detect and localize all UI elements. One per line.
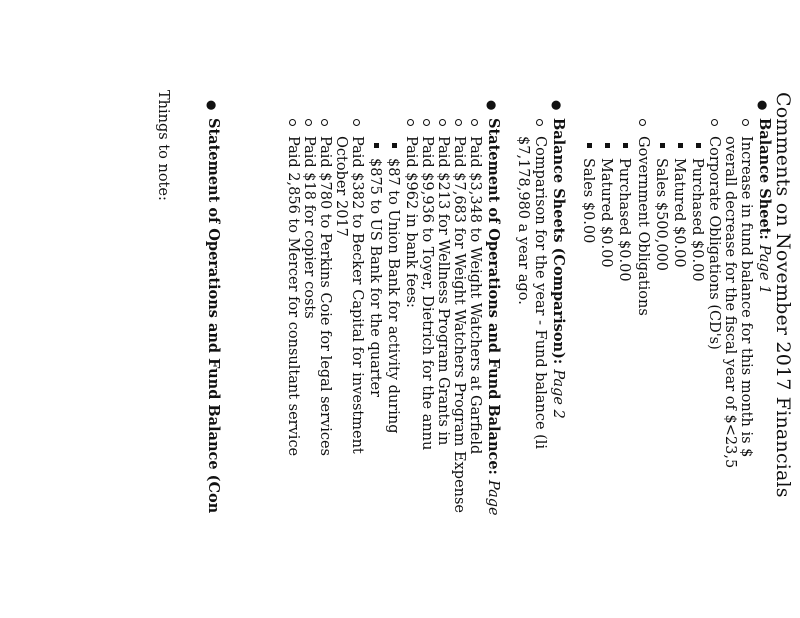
- balance-sheet-item: Corporate Obligations (CD's): [706, 136, 722, 350]
- operations-line: Paid $7,683 for Weight Watchers Program Expense: [451, 136, 467, 514]
- square-bullet-icon: [623, 143, 628, 148]
- circle-bullet-icon: [536, 119, 543, 126]
- circle-bullet-icon: [455, 119, 462, 126]
- comparison-line: $7,178,980 a year ago.: [515, 136, 531, 305]
- circle-bullet-icon: [439, 119, 446, 126]
- circle-bullet-icon: [423, 119, 430, 126]
- corporate-item: Matured $0.00: [671, 158, 687, 268]
- balance-sheet-item: Increase in fund balance for this month is $: [738, 136, 754, 458]
- government-item: Matured $0.00: [598, 158, 614, 268]
- operations-line: Paid $962 in bank fees:: [403, 136, 419, 308]
- bank-fee-item: $87 to Union Bank for activity during: [385, 158, 401, 434]
- things-to-note: Things to note:: [155, 90, 171, 201]
- circle-bullet-icon: [305, 119, 312, 126]
- circle-bullet-icon: [471, 119, 478, 126]
- comparison-label: Balance Sheets (Comparison):: [550, 118, 567, 365]
- operations-line: Paid $213 for Wellness Program Grants in: [435, 136, 451, 446]
- operations-line: Paid $3,348 to Weight Watchers at Garfield: [467, 136, 483, 455]
- operations-line: Paid $18 for copier costs: [301, 136, 317, 319]
- comparison-page: Page 2: [550, 369, 566, 419]
- square-bullet-icon: [392, 143, 397, 148]
- bank-fee-item: $875 to US Bank for the quarter: [367, 158, 383, 398]
- circle-bullet-icon: [639, 119, 646, 126]
- square-bullet-icon: [605, 143, 610, 148]
- operations-line: Paid 2,856 to Mercer for consultant service: [285, 136, 301, 457]
- balance-sheet-label: Balance Sheet:: [756, 118, 773, 240]
- balance-sheet-page: Page 1: [756, 244, 772, 295]
- circle-bullet-icon: [407, 119, 414, 126]
- comparison-heading: [550, 118, 566, 419]
- corporate-item: Purchased $0.00: [689, 158, 705, 282]
- government-item: Sales $0.00: [580, 158, 596, 244]
- circle-bullet-icon: [353, 119, 360, 126]
- square-bullet-icon: [696, 143, 701, 148]
- statement-continued-heading: Statement of Operations and Fund Balance (Con: [205, 118, 222, 514]
- balance-sheet-item: overall decrease for the fiscal year of $<23,5: [722, 136, 738, 469]
- corporate-item: Sales $500,000: [653, 158, 669, 272]
- comparison-line: Comparison for the year - Fund balance (li: [532, 136, 548, 450]
- circle-bullet-icon: [321, 119, 328, 126]
- bullet-icon: ●: [205, 100, 219, 111]
- square-bullet-icon: [678, 143, 683, 148]
- square-bullet-icon: [374, 143, 379, 148]
- government-item: Purchased $0.00: [616, 158, 632, 282]
- operations-label: Statement of Operations and Fund Balance:: [485, 118, 502, 475]
- balance-sheet-heading: [756, 118, 772, 294]
- circle-bullet-icon: [711, 119, 718, 126]
- operations-line: Paid $780 to Perkins Coie for legal services: [317, 136, 333, 456]
- page-title: Comments on November 2017 Financials: [772, 92, 794, 498]
- square-bullet-icon: [660, 143, 665, 148]
- operations-line: Paid $9,936 to Toyer, Dietrich for the annu: [419, 136, 435, 451]
- operations-heading: [485, 118, 501, 516]
- square-bullet-icon: [587, 143, 592, 148]
- operations-line: October 2017: [333, 136, 349, 237]
- bullet-icon: ●: [550, 100, 564, 111]
- operations-line: Paid $382 to Becker Capital for investment: [349, 136, 365, 454]
- circle-bullet-icon: [742, 119, 749, 126]
- operations-page: Page: [485, 479, 501, 516]
- circle-bullet-icon: [289, 119, 296, 126]
- bullet-icon: ●: [485, 100, 499, 111]
- government-heading: Government Obligations: [635, 136, 651, 316]
- bullet-icon: ●: [756, 100, 770, 111]
